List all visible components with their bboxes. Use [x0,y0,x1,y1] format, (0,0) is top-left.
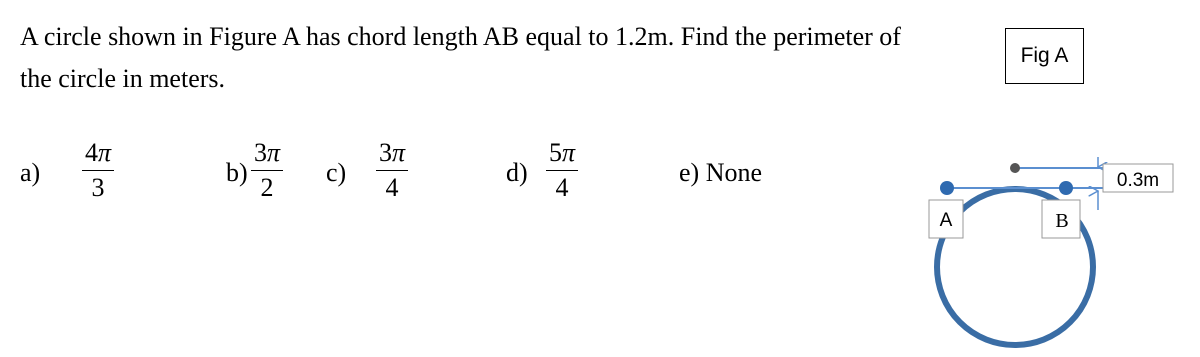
choice-a-label: a) [20,158,41,187]
choice-a-numerator: 4π [84,138,112,167]
choice-d-fraction [542,138,582,203]
fraction-bar [82,170,114,171]
choice-d-denominator: 4 [555,173,569,202]
top-point [1010,163,1020,173]
choice-d-label: d) [506,158,528,187]
circle-figure [920,150,1180,357]
figure-title-box [1005,28,1084,84]
point-a-marker [940,181,954,195]
choice-b-denominator: 2 [260,173,274,202]
choice-e-label: e) None [679,158,763,187]
point-a-label: A [939,210,953,231]
point-b-label: B [1055,210,1069,232]
fraction-bar [376,170,408,171]
point-b-marker [1059,181,1073,195]
choice-b-fraction [247,138,287,203]
choice-c-numerator: 3π [378,138,406,167]
choice-c-fraction [372,138,412,203]
choice-c-label: c) [326,158,347,187]
gap-label: 0.3m [1116,170,1160,191]
figure-title: Fig A [1020,44,1069,67]
choice-c-denominator: 4 [385,173,399,202]
choice-d-numerator: 5π [548,138,576,167]
fraction-bar [546,170,578,171]
choice-b-label: b) [226,158,248,187]
choice-b-numerator: 3π [253,138,281,167]
fraction-bar [251,170,283,171]
choice-a-fraction [78,138,118,203]
choice-a-denominator: 3 [91,173,105,202]
question-text: A circle shown in Figure A has chord length AB equal to 1.2m. Find the perimeter of the circle in meters. [20,22,901,93]
